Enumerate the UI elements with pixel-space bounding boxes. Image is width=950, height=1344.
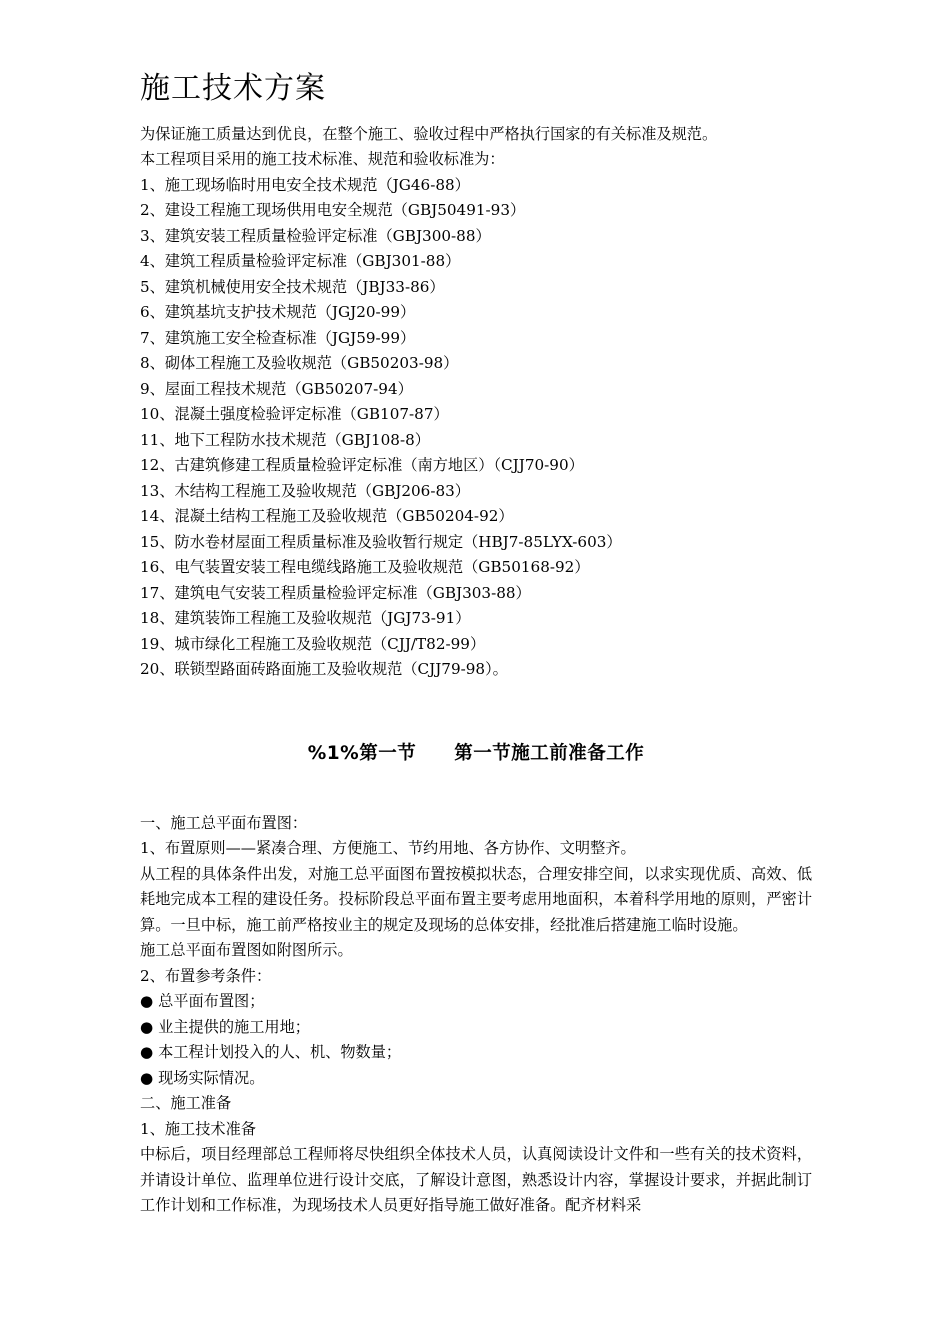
intro-line-1: 为保证施工质量达到优良，在整个施工、验收过程中严格执行国家的有关标准及规范。 xyxy=(140,124,718,143)
standard-item: 7、建筑施工安全检查标准（JGJ59-99） xyxy=(140,328,416,347)
intro-line-2: 本工程项目采用的施工技术标准、规范和验收标准为： xyxy=(140,150,505,168)
body-line: 1、施工技术准备 xyxy=(140,1119,256,1138)
standard-item: 19、城市绿化工程施工及验收规范（CJJ/T82-99） xyxy=(140,634,486,653)
standard-item: 1、施工现场临时用电安全技术规范（JG46-88） xyxy=(140,175,470,194)
bullet-item: ● 总平面布置图； xyxy=(140,992,265,1010)
standard-item: 4、建筑工程质量检验评定标准（GBJ301-88） xyxy=(140,252,461,270)
standard-item: 3、建筑安装工程质量检验评定标准（GBJ300-88） xyxy=(140,226,491,245)
standard-item: 5、建筑机械使用安全技术规范（JBJ33-86） xyxy=(140,277,445,296)
body-line: 1、布置原则——紧凑合理、方便施工、节约用地、各方协作、文明整齐。 xyxy=(140,839,636,857)
standard-item: 18、建筑装饰工程施工及验收规范（JGJ73-91） xyxy=(140,609,471,627)
standard-item: 15、防水卷材屋面工程质量标准及验收暂行规定（HBJ7-85LYX-603） xyxy=(140,532,622,551)
standard-item: 11、地下工程防水技术规范（GBJ108-8） xyxy=(140,430,430,449)
standard-item: 12、古建筑修建工程质量检验评定标准（南方地区）（CJJ70-90） xyxy=(140,456,584,474)
standard-item: 14、混凝土结构工程施工及验收规范（GB50204-92） xyxy=(140,507,514,525)
standard-item: 8、砌体工程施工及验收规范（GB50203-98） xyxy=(140,354,459,372)
standard-item: 17、建筑电气安装工程质量检验评定标准（GBJ303-88） xyxy=(140,583,531,602)
standard-item: 10、混凝土强度检验评定标准（GB107-87） xyxy=(140,405,449,423)
paragraph-site-layout: 从工程的具体条件出发，对施工总平面图布置按模拟状态，合理安排空间，以求实现优质、高效、低耗地完成本工程的建设任务。投标阶段总平面布置主要考虑用地面积，本着科学用地的原则，严密计算。一旦中标，施工前严格按业主的规定及现场的总体安排，经批准后搭建施工临时设施。 xyxy=(140,864,812,934)
document-content xyxy=(140,70,812,1219)
standard-item: 13、木结构工程施工及验收规范（GBJ206-83） xyxy=(140,481,470,500)
section-heading: %1%第一节 第一节施工前准备工作 xyxy=(307,742,645,764)
standard-item: 6、建筑基坑支护技术规范（JGJ20-99） xyxy=(140,303,416,321)
body-line: 二、施工准备 xyxy=(140,1094,232,1112)
spacer xyxy=(140,765,812,811)
standard-item: 2、建设工程施工现场供用电安全规范（GBJ50491-93） xyxy=(140,201,526,219)
page-title: 施工技术方案 xyxy=(140,71,326,106)
bullet-item: ● 现场实际情况。 xyxy=(140,1068,265,1087)
standard-item: 20、联锁型路面砖路面施工及验收规范（CJJ79-98）。 xyxy=(140,660,508,678)
standard-item: 9、屋面工程技术规范（GB50207-94） xyxy=(140,379,413,398)
standard-item: 16、电气装置安装工程电缆线路施工及验收规范（GB50168-92） xyxy=(140,558,590,576)
paragraph-technical-prep: 中标后，项目经理部总工程师将尽快组织全体技术人员，认真阅读设计文件和一些有关的技术资料，并请设计单位、监理单位进行设计交底，了解设计意图，熟悉设计内容，掌握设计要求，并据此制订工作计划和工作标准，为现场技术人员更好指导施工做好准备。配齐材料采 xyxy=(140,1145,812,1214)
body-line: 施工总平面布置图如附图所示。 xyxy=(140,941,353,959)
bullet-item: ● 业主提供的施工用地； xyxy=(140,1017,310,1036)
body-line: 一、施工总平面布置图： xyxy=(140,813,308,832)
body-line: 2、布置参考条件： xyxy=(140,966,272,985)
spacer xyxy=(140,683,812,739)
bullet-item: ● 本工程计划投入的人、机、物数量； xyxy=(140,1043,402,1061)
